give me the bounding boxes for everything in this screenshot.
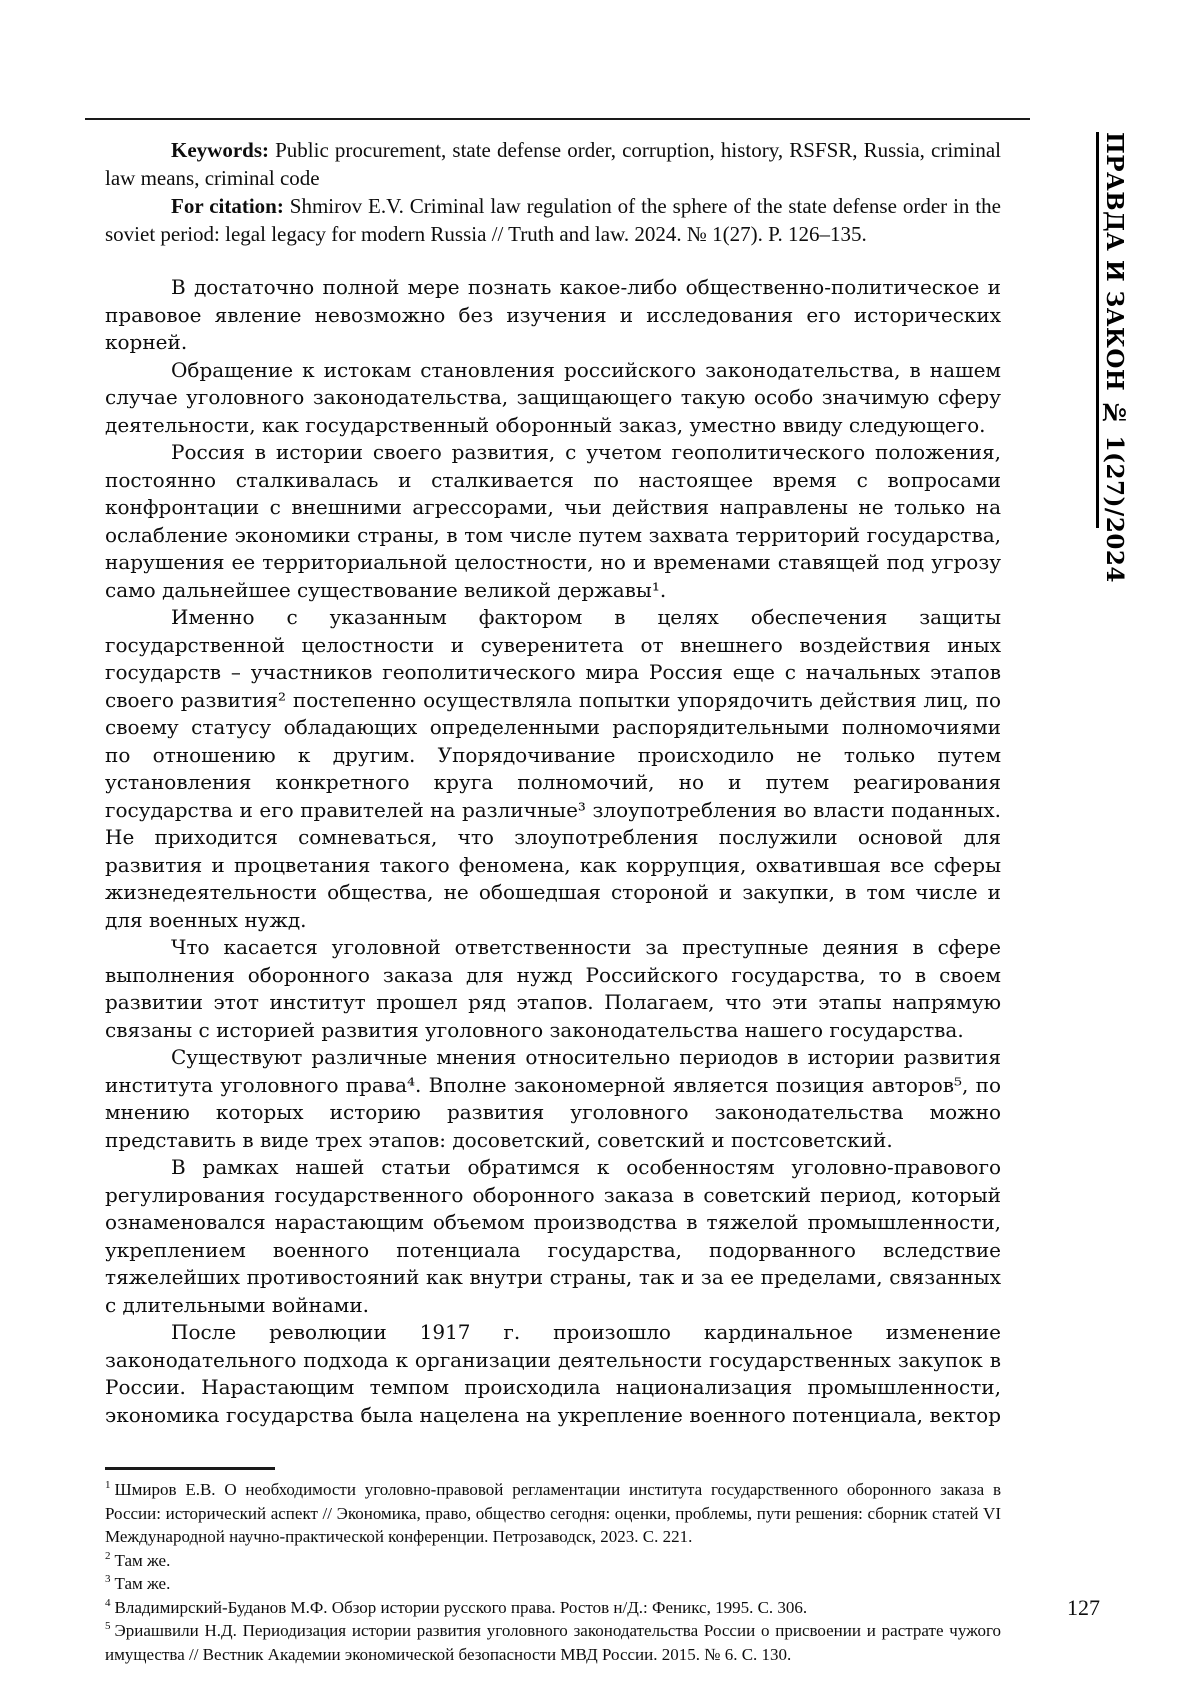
body-paragraph: Что касается уголовной ответственности за преступные деяния в сфере выполнения оборонного заказа для нужд Российского государства, то в своем развитии этот институт прошел ряд этапов. Полагаем, что эти этапы напрямую связаны с историей развития уголовного законодательства нашего государства. <box>105 935 1001 1042</box>
keywords-text: Public procurement, state defense order, corruption, history, RSFSR, Russia, criminal law means, criminal code <box>105 138 1002 190</box>
journal-header-vertical <box>1096 132 1128 583</box>
footnote-marker: 1 <box>105 1479 111 1492</box>
footnote <box>105 1572 1001 1596</box>
footnote-marker: 3 <box>105 1573 111 1586</box>
body-paragraph: Обращение к истокам становления российского законодательства, в нашем случае уголовного законодательства, защищающего такую особо значимую сферу деятельности, как государственный оборонный заказ, уместно ввиду следующего. <box>105 357 1001 437</box>
footnotes-block <box>105 1478 1001 1666</box>
footnote-rule <box>105 1467 275 1470</box>
keywords-label: Keywords: <box>171 138 269 162</box>
body-paragraph: Именно с указанным фактором в целях обеспечения защиты государственной целостности и суверенитета от внешнего воздействия иных государств – участников геополитического мира Россия еще с начальных этапов своего развития² постепенно осуществляла попытки упорядочить действия лиц, по своему статусу обладающих определенными распорядительными полномочиями по отношению к другим. Упорядочивание происходило не только путем установления конкретного круга полномочий, но и путем реагирования государства и его правителей на различные³ злоупотребления во власти поданных. Не приходится сомневаться, что злоупотребления послужили основой для развития и процветания такого феномена, как коррупция, охватившая все сферы жизнедеятельности общества, не обошедшая стороной и закупки, в том числе и для военных нужд. <box>105 605 1001 932</box>
article-body <box>105 274 1001 1429</box>
header-rule <box>85 118 1030 120</box>
footnote-text: Там же. <box>114 1574 171 1593</box>
footnote-marker: 5 <box>105 1620 111 1633</box>
body-paragraph: Существуют различные мнения относительно периодов в истории развития института уголовного права⁴. Вполне закономерной является позиция авторов⁵, по мнению которых историю развития уголовного законодательства можно представить в виде трех этапов: досоветский, советский и постсоветский. <box>105 1045 1001 1152</box>
body-paragraph: В рамках нашей статьи обратимся к особенностям уголовно-правового регулирования государственного оборонного заказа в советский период, который ознаменовался нарастающим объемом производства в тяжелой промышленности, укреплением военного потенциала государства, подорванного вследствие тяжелейших противостояний как внутри страны, так и за ее пределами, связанных с длительными войнами. <box>105 1155 1001 1317</box>
article-content <box>105 136 1001 1666</box>
body-paragraph: В достаточно полной мере познать какое-либо общественно-политическое и правовое явление невозможно без изучения и исследования его исторических корней. <box>105 275 1001 354</box>
footnote-text: Эриашвили Н.Д. Периодизация истории развития уголовного законодательства России о присвоении и растрате чужого имущества // Вестник Академии экономической безопасности МВД России. 2015. № 6. С. 130. <box>105 1621 1001 1664</box>
body-paragraph: Россия в истории своего развития, с учетом геополитического положения, постоянно сталкивалась и сталкивается по настоящее время с вопросами конфронтации с внешними агрессорами, чьи действия направлены не только на ослабление экономики страны, в том числе путем захвата территорий государства, нарушения ее территориальной целостности, но и временами ставящей под угрозу само дальнейшее существование великой державы¹. <box>105 440 1001 602</box>
footnote-marker: 2 <box>105 1549 111 1562</box>
citation-label: For citation: <box>171 194 284 218</box>
journal-title: ПРАВДА И ЗАКОН № 1(27)/2024 <box>1101 132 1128 583</box>
footnote <box>105 1549 1001 1573</box>
page-number: 127 <box>1067 1595 1100 1620</box>
body-paragraph: После революции 1917 г. произошло кардинальное изменение законодательного подхода к организации деятельности государственных закупок в России. Нарастающим темпом происходила национализация промышленности, экономика государства была нацелена на укрепление военного потенциала, вектор <box>105 1320 1001 1427</box>
footnote <box>105 1619 1001 1666</box>
footnote <box>105 1596 1001 1620</box>
footnote-text: Шмиров Е.В. О необходимости уголовно-правовой регламентации института государственного оборонного заказа в России: исторический аспект // Экономика, право, общество сегодня: оценки, проблемы, пути решения: сборник статей VI Международной научно-практической конференции. Петрозаводск, 2023. С. 221. <box>105 1480 1001 1546</box>
footnote-text: Владимирский-Буданов М.Ф. Обзор истории русского права. Ростов н/Д.: Феникс, 1995. С. 306. <box>114 1597 808 1617</box>
footnote <box>105 1478 1001 1549</box>
footnote-text: Там же. <box>114 1550 171 1570</box>
citation-paragraph <box>105 192 1001 248</box>
citation-text: Shmirov E.V. Criminal law regulation of the sphere of the state defense order in the soviet period: legal legacy for modern Russia // Truth and law. 2024. № 1(27). P. 126–135. <box>105 194 1001 246</box>
footnote-marker: 4 <box>105 1596 111 1609</box>
keywords-paragraph <box>105 136 1001 192</box>
